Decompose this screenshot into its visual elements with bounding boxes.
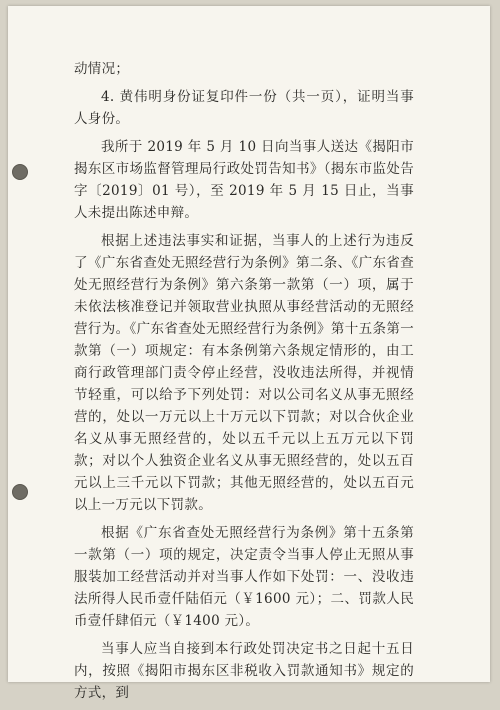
binding-hole [12,484,28,500]
paragraph: 根据上述违法事实和证据，当事人的上述行为违反了《广东省查处无照经营行为条例》第二条、《广东省查处无照经营行为条例》第六条第一款第（一）项，属于未依法核准登记并领取营业执照从事经营活动的无照经营行为。《广东省查处无照经营行为条例》第十五条第一款第（一）项规定：有本条例第六条规定情形的，由工商行政管理部门责令停止经营，没收违法所得，并视情节轻重，可以给予下列处罚：对以公司名义从事无照经营的，处以一万元以上十万元以下罚款；对以合伙企业名义从事无照经营的，处以五千元以上五万元以下罚款；对以个人独资企业名义从事无照经营的，处以五百元以上三千元以下罚款；其他无照经营的，处以五百元以上一万元以下罚款。 [74,233,414,513]
paragraph: 动情况； [74,61,130,77]
paragraph: 当事人应当自接到本行政处罚决定书之日起十五日内，按照《揭阳市揭东区非税收入罚款通知书》规定的方式，到 [74,641,414,701]
paragraph: 根据《广东省查处无照经营行为条例》第十五条第一款第（一）项的规定，决定责令当事人停止无照从事服装加工经营活动并对当事人作如下处罚：一、没收违法所得人民币壹仟陆佰元（￥1600 元）；二、罚款人民币壹仟肆佰元（￥1400 元）。 [74,525,414,629]
document-body [74,58,414,710]
binding-hole [12,164,28,180]
paragraph: 我所于 2019 年 5 月 10 日向当事人送达《揭阳市揭东区市场监督管理局行政处罚告知书》（揭东市监处告字〔2019〕01 号），至 2019 年 5 月 15 日止，当事人未提出陈述申辩。 [74,139,414,221]
paragraph: 4. 黄伟明身份证复印件一份（共一页），证明当事人身份。 [74,89,414,127]
